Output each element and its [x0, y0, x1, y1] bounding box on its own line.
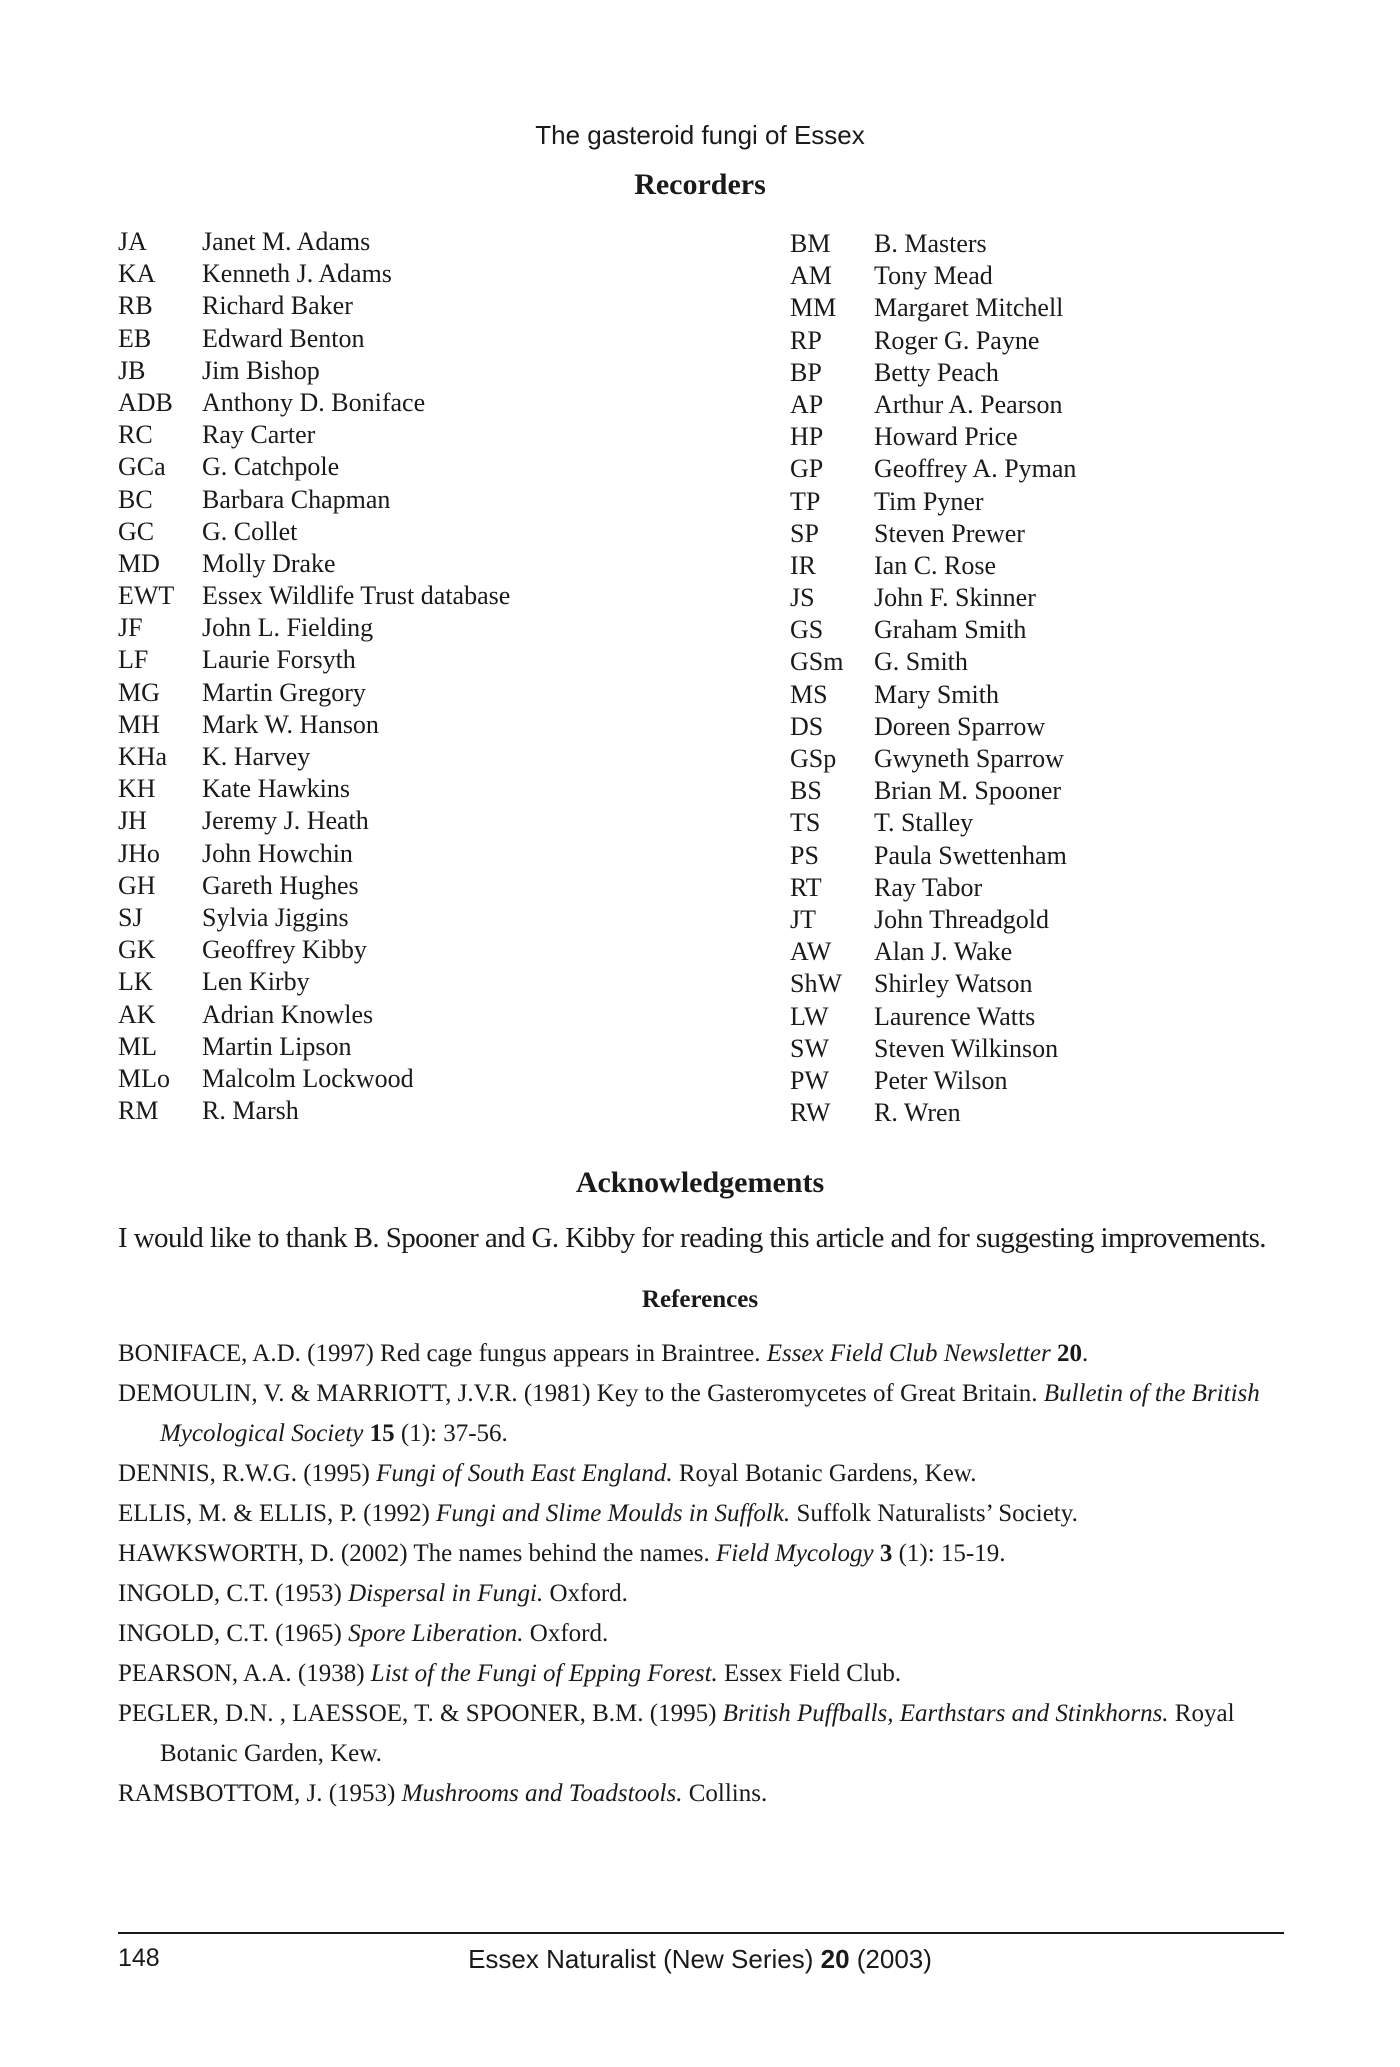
recorder-name: John L. Fielding	[202, 613, 374, 643]
reference-authors: BONIFACE, A.D. (1997) Red cage fungus appears in Braintree.	[118, 1340, 767, 1367]
reference-volume: 3	[873, 1540, 893, 1567]
footer-divider	[118, 1932, 1284, 1934]
reference-title: List of the Fungi of Epping Forest.	[370, 1660, 718, 1687]
journal-citation	[0, 1944, 1400, 1975]
reference-details: Suffolk Naturalists’ Society.	[790, 1500, 1078, 1527]
recorder-name: G. Collet	[202, 516, 298, 546]
reference-title: Fungi and Slime Moulds in Suffolk.	[436, 1500, 791, 1527]
reference-details: (1): 37-56.	[394, 1420, 508, 1447]
recorder-row	[790, 646, 1076, 678]
reference-title: Bulletin of the British Mycological Society	[160, 1380, 1260, 1447]
recorder-name: Arthur A. Pearson	[874, 389, 1063, 419]
recorder-code: JF	[118, 613, 143, 643]
reference-authors: HAWKSWORTH, D. (2002) The names behind the names.	[118, 1540, 716, 1567]
recorder-code: RP	[790, 325, 822, 355]
recorder-code: SP	[790, 518, 819, 548]
recorder-name: Steven Wilkinson	[874, 1033, 1059, 1063]
reference-details: Essex Field Club.	[717, 1660, 902, 1687]
reference-title: Spore Liberation.	[348, 1620, 524, 1647]
reference-entry	[118, 1614, 1288, 1654]
reference-entry	[118, 1694, 1288, 1774]
reference-title: Mushrooms and Toadstools.	[401, 1780, 683, 1807]
recorder-name: Steven Prewer	[874, 518, 1025, 548]
recorder-row	[118, 741, 510, 773]
recorder-name: Sylvia Jiggins	[202, 902, 349, 932]
recorder-name: Geoffrey Kibby	[202, 935, 367, 965]
recorder-row	[118, 773, 510, 805]
recorder-code: DS	[790, 711, 824, 741]
reference-entry	[118, 1774, 1288, 1814]
recorder-row	[118, 355, 510, 387]
reference-authors: PEARSON, A.A. (1938)	[118, 1660, 371, 1687]
recorder-row	[790, 389, 1076, 421]
recorder-code: GC	[118, 516, 155, 546]
reference-authors: INGOLD, C.T. (1965)	[118, 1620, 349, 1647]
recorder-row	[118, 290, 510, 322]
recorder-code: JB	[118, 355, 146, 385]
recorder-name: Peter Wilson	[874, 1065, 1008, 1095]
reference-details: .	[1081, 1340, 1089, 1367]
reference-entry	[118, 1654, 1288, 1694]
recorder-code: AM	[790, 261, 832, 291]
recorder-code: RW	[790, 1098, 831, 1128]
recorder-name: Tim Pyner	[874, 486, 984, 516]
recorder-row	[118, 451, 510, 483]
recorder-name: Adrian Knowles	[202, 999, 374, 1029]
reference-title: Fungi of South East England.	[376, 1460, 673, 1487]
recorder-row	[118, 323, 510, 355]
recorder-code: PW	[790, 1065, 829, 1095]
recorder-row	[118, 1095, 510, 1127]
recorder-row	[790, 807, 1076, 839]
recorder-code: ADB	[118, 387, 173, 417]
reference-entry	[118, 1534, 1288, 1574]
recorder-name: Roger G. Payne	[874, 325, 1040, 355]
recorder-code: RC	[118, 420, 153, 450]
recorder-name: Jim Bishop	[202, 355, 320, 385]
reference-details: Royal Botanic Garden, Kew.	[160, 1700, 1235, 1767]
recorder-code: BC	[118, 484, 153, 514]
recorder-code: AK	[118, 999, 156, 1029]
recorder-code: ShW	[790, 969, 842, 999]
recorder-code: GP	[790, 454, 824, 484]
recorder-name: Kenneth J. Adams	[202, 259, 392, 289]
recorder-row	[790, 1097, 1076, 1129]
reference-entry	[118, 1494, 1288, 1534]
recorder-code: GS	[790, 615, 824, 645]
recorder-code: KH	[118, 774, 156, 804]
recorder-name: John Howchin	[202, 838, 353, 868]
recorder-code: SJ	[118, 902, 143, 932]
recorder-row	[790, 1065, 1076, 1097]
recorder-row	[118, 387, 510, 419]
reference-title: Field Mycology	[716, 1540, 874, 1567]
recorder-name: Malcolm Lockwood	[202, 1063, 414, 1093]
recorder-row	[790, 614, 1076, 646]
recorder-code: ML	[118, 1031, 157, 1061]
reference-entry	[118, 1574, 1288, 1614]
recorder-code: GH	[118, 870, 156, 900]
recorder-row	[118, 580, 510, 612]
recorder-name: B. Masters	[874, 229, 987, 258]
recorder-row	[118, 902, 510, 934]
recorder-name: Janet M. Adams	[202, 227, 371, 256]
recorder-row	[118, 1063, 510, 1095]
recorder-row	[118, 805, 510, 837]
recorder-name: Martin Gregory	[202, 677, 366, 707]
reference-details: (1): 15-19.	[892, 1540, 1006, 1567]
recorder-row	[118, 677, 510, 709]
reference-volume: 15	[363, 1420, 395, 1447]
recorder-name: Mary Smith	[874, 679, 999, 709]
reference-title: Essex Field Club Newsletter	[766, 1340, 1051, 1367]
recorder-name: Edward Benton	[202, 323, 365, 353]
recorder-row	[790, 292, 1076, 324]
recorder-code: GSm	[790, 647, 844, 677]
page-number: 148	[118, 1944, 160, 1972]
recorder-row	[118, 484, 510, 516]
recorder-row	[790, 228, 1076, 260]
acknowledgements-text: I would like to thank B. Spooner and G. Kibby for reading this article and for suggesting improvements.	[118, 1222, 1266, 1254]
recorder-code: KA	[118, 259, 156, 289]
recorder-code: JH	[118, 806, 147, 836]
recorder-code: AP	[790, 389, 824, 419]
recorder-row	[790, 840, 1076, 872]
recorder-code: LW	[790, 1001, 829, 1031]
recorder-row	[790, 582, 1076, 614]
recorders-list-left	[118, 226, 510, 1127]
recorder-name: John F. Skinner	[874, 583, 1036, 613]
reference-details: Royal Botanic Gardens, Kew.	[672, 1460, 977, 1487]
recorder-code: EB	[118, 323, 152, 353]
recorder-code: GK	[118, 935, 156, 965]
recorder-row	[790, 518, 1076, 550]
reference-authors: INGOLD, C.T. (1953)	[118, 1580, 349, 1607]
recorder-name: Richard Baker	[202, 291, 353, 321]
recorder-name: G. Smith	[874, 647, 968, 677]
recorder-row	[118, 516, 510, 548]
recorder-name: Paula Swettenham	[874, 840, 1067, 870]
recorder-row	[790, 711, 1076, 743]
recorder-code: IR	[790, 550, 816, 580]
recorder-code: HP	[790, 422, 824, 452]
recorder-row	[790, 357, 1076, 389]
recorder-row	[118, 548, 510, 580]
reference-entry	[118, 1334, 1288, 1374]
recorder-code: RB	[118, 291, 153, 321]
recorder-name: Ian C. Rose	[874, 550, 997, 580]
recorder-row	[118, 709, 510, 741]
recorder-row	[790, 486, 1076, 518]
recorder-name: Barbara Chapman	[202, 484, 391, 514]
recorder-code: RM	[118, 1096, 159, 1126]
recorder-name: Doreen Sparrow	[874, 711, 1046, 741]
recorder-name: Ray Carter	[202, 420, 316, 450]
recorder-row	[790, 775, 1076, 807]
recorder-name: Jeremy J. Heath	[202, 806, 369, 836]
recorder-name: Laurence Watts	[874, 1001, 1036, 1031]
recorder-code: JA	[118, 227, 147, 256]
reference-authors: DENNIS, R.W.G. (1995)	[118, 1460, 377, 1487]
recorder-name: Kate Hawkins	[202, 774, 351, 804]
reference-authors: DEMOULIN, V. & MARRIOTT, J.V.R. (1981) Key to the Gasteromycetes of Great Britain.	[118, 1380, 1044, 1407]
recorder-row	[790, 421, 1076, 453]
recorder-code: SW	[790, 1033, 829, 1063]
recorder-name: Ray Tabor	[874, 872, 983, 902]
recorder-row	[790, 325, 1076, 357]
recorder-code: MH	[118, 709, 160, 739]
recorder-name: Geoffrey A. Pyman	[874, 454, 1077, 484]
recorder-code: GCa	[118, 452, 166, 482]
recorder-row	[790, 904, 1076, 936]
reference-authors: PEGLER, D.N. , LAESSOE, T. & SPOONER, B.M. (1995)	[118, 1700, 723, 1727]
recorder-name: Anthony D. Boniface	[202, 387, 426, 417]
recorder-code: MS	[790, 679, 828, 709]
journal-volume: 20	[820, 1944, 850, 1974]
recorder-row	[118, 870, 510, 902]
reference-authors: ELLIS, M. & ELLIS, P. (1992)	[118, 1500, 437, 1527]
recorder-code: AW	[790, 937, 832, 967]
recorder-row	[790, 872, 1076, 904]
recorder-row	[790, 743, 1076, 775]
recorder-row	[790, 260, 1076, 292]
recorder-row	[790, 1001, 1076, 1033]
recorder-row	[790, 453, 1076, 485]
recorder-code: JHo	[118, 838, 160, 868]
recorder-code: BM	[790, 229, 831, 258]
recorder-code: KHa	[118, 742, 168, 771]
recorder-name: T. Stalley	[874, 808, 974, 838]
recorder-code: MD	[118, 548, 160, 578]
journal-name: Essex Naturalist (New Series)	[468, 1944, 814, 1974]
recorder-name: Graham Smith	[874, 615, 1027, 645]
reference-title: Dispersal in Fungi.	[348, 1580, 544, 1607]
recorder-code: JT	[790, 904, 816, 934]
recorder-name: John Threadgold	[874, 904, 1049, 934]
recorder-name: Alan J. Wake	[874, 937, 1013, 967]
references-heading: References	[641, 1286, 759, 1313]
recorder-row	[790, 1033, 1076, 1065]
recorder-row	[118, 226, 510, 258]
recorder-code: TS	[790, 808, 821, 838]
reference-entry	[118, 1374, 1288, 1454]
recorder-code: MG	[118, 677, 160, 707]
recorder-row	[118, 419, 510, 451]
recorder-row	[118, 966, 510, 998]
recorder-name: Molly Drake	[202, 548, 336, 578]
reference-entry	[118, 1454, 1288, 1494]
reference-volume: 20	[1050, 1340, 1082, 1367]
recorder-name: Gwyneth Sparrow	[874, 744, 1064, 773]
recorder-name: Gareth Hughes	[202, 870, 359, 900]
recorder-row	[118, 999, 510, 1031]
journal-year: (2003)	[856, 1944, 932, 1974]
recorder-code: GSp	[790, 744, 837, 773]
recorder-code: EWT	[118, 581, 175, 611]
recorder-code: LF	[118, 645, 149, 675]
running-title: The gasteroid fungi of Essex	[535, 120, 865, 150]
recorders-list-right	[790, 228, 1076, 1129]
recorder-name: Betty Peach	[874, 357, 999, 387]
recorder-name: Essex Wildlife Trust database	[202, 581, 511, 611]
recorder-row	[118, 644, 510, 676]
reference-details: Oxford.	[543, 1580, 628, 1607]
recorder-name: K. Harvey	[202, 742, 311, 771]
recorder-code: LK	[118, 967, 153, 997]
recorder-name: Tony Mead	[874, 261, 993, 291]
recorder-row	[790, 968, 1076, 1000]
references-list	[118, 1334, 1288, 1814]
reference-details: Oxford.	[523, 1620, 609, 1647]
recorder-name: Laurie Forsyth	[202, 645, 356, 675]
reference-details: Collins.	[682, 1780, 768, 1807]
recorders-heading: Recorders	[634, 168, 766, 201]
acknowledgements-heading: Acknowledgements	[575, 1166, 825, 1199]
recorder-name: Mark W. Hanson	[202, 709, 379, 739]
recorder-name: Shirley Watson	[874, 969, 1033, 999]
recorder-name: R. Wren	[874, 1098, 961, 1128]
recorder-row	[118, 838, 510, 870]
recorder-row	[790, 550, 1076, 582]
recorder-name: Brian M. Spooner	[874, 776, 1062, 806]
recorder-code: MLo	[118, 1063, 170, 1093]
recorder-code: TP	[790, 486, 821, 516]
recorder-code: JS	[790, 583, 815, 613]
recorder-code: BS	[790, 776, 822, 806]
reference-authors: RAMSBOTTOM, J. (1953)	[118, 1780, 402, 1807]
recorder-row	[118, 934, 510, 966]
recorder-code: MM	[790, 293, 837, 323]
recorder-code: BP	[790, 357, 822, 387]
recorder-row	[790, 936, 1076, 968]
recorder-row	[118, 612, 510, 644]
recorder-name: G. Catchpole	[202, 452, 340, 482]
recorder-name: Martin Lipson	[202, 1031, 352, 1061]
recorder-name: Len Kirby	[202, 967, 310, 997]
recorder-row	[118, 258, 510, 290]
recorder-name: Margaret Mitchell	[874, 293, 1064, 323]
recorder-name: Howard Price	[874, 422, 1018, 452]
recorder-code: PS	[790, 840, 819, 870]
recorder-name: R. Marsh	[202, 1096, 299, 1126]
recorder-code: RT	[790, 872, 822, 902]
recorder-row	[118, 1031, 510, 1063]
reference-title: British Puffballs, Earthstars and Stinkhorns.	[722, 1700, 1169, 1727]
recorder-row	[790, 679, 1076, 711]
